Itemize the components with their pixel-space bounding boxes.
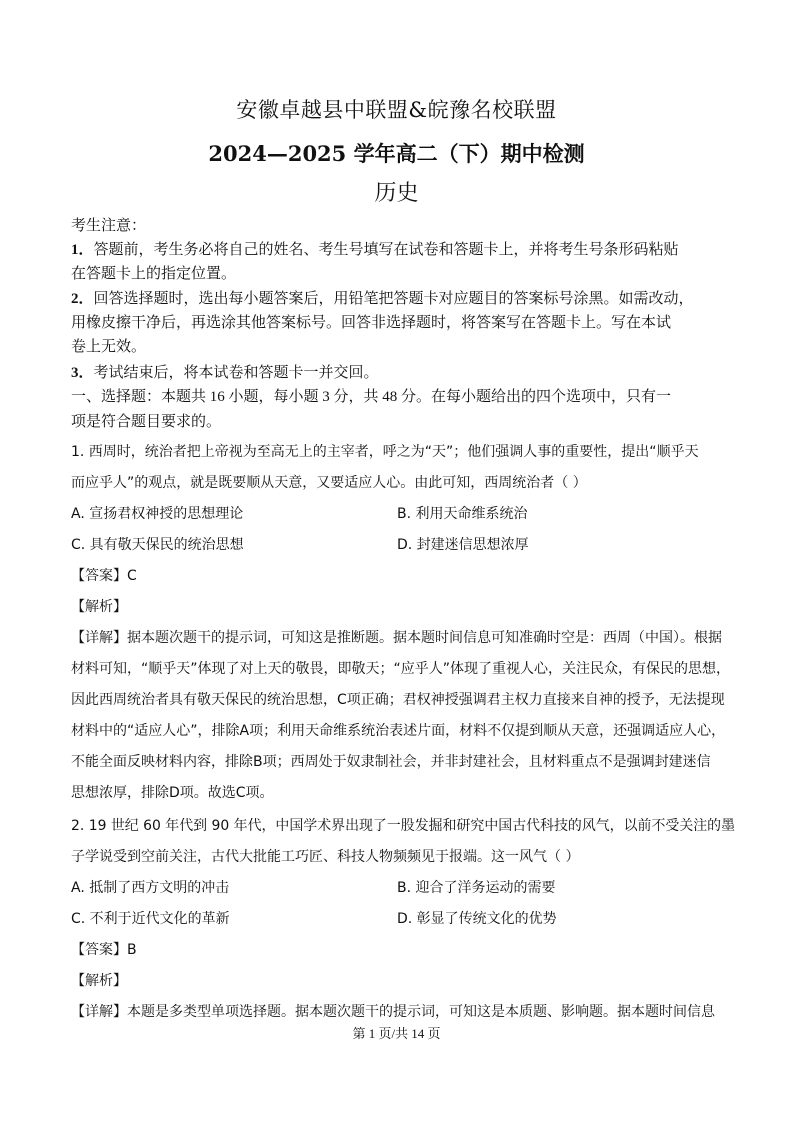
exam-term-title: 2024—2025 学年高二（下）期中检测 (208, 141, 585, 166)
q1-detail-line-2: 材料可知，“顺乎天”体现了对上天的敬畏，即敬天；“应乎人”体现了重视人心，关注民众，有保民的思想， (71, 661, 731, 677)
q1-option-d: D. 封建迷信思想浓厚 (397, 537, 529, 553)
q1-option-a: A. 宣扬君权神授的思想理论 (71, 506, 244, 522)
notice-item-2-cont-2: 卷上无效。 (71, 339, 147, 355)
q2-option-c: C. 不利于近代文化的革新 (71, 911, 230, 927)
notice-item-3-num: 3． (71, 365, 94, 381)
section-instructions: 一、选择题：本题共 16 小题，每小题 3 分，共 48 分。在每小题给出的四个选项中，只有一 (71, 389, 672, 405)
q2-stem-line-1: 2. 19 世纪 60 年代到 90 年代，中国学术界出现了一股发掘和研究中国古代科技的风气，以前不受关注的墨 (71, 818, 736, 834)
q1-analysis-heading: 【解析】 (71, 599, 127, 615)
notice-item-1-text: 答题前，考生务必将自己的姓名、考生号填写在试卷和答题卡上，并将考生号条形码粘贴 (93, 242, 679, 258)
q1-detail-line-4: 材料中的“适应人心”，排除A项；利用天命维系统治表述片面，材料不仅提到顺从天意，还强调适应人心， (71, 723, 726, 739)
notice-item-1-num: 1． (71, 242, 94, 258)
q2-detail-line-1: 【详解】本题是多类型单项选择题。据本题次题干的提示词，可知这是本质题、影响题。据本题时间信息 (71, 1004, 715, 1020)
notice-item-2-text: 回答选择题时，选出每小题答案后，用铅笔把答题卡对应题目的答案标号涂黑。如需改动， (93, 291, 694, 307)
q1-answer: 【答案】C (71, 568, 137, 584)
notice-item-3-text: 考试结束后，将本试卷和答题卡一并交回。 (93, 365, 379, 381)
q2-option-a: A. 抵制了西方文明的冲击 (71, 880, 230, 896)
notice-item-2-cont-1: 用橡皮擦干净后，再选涂其他答案标号。回答非选择题时，将答案写在答题卡上。写在本试 (71, 315, 672, 331)
q2-option-b: B. 迎合了洋务运动的需要 (397, 880, 556, 896)
q2-analysis-heading: 【解析】 (71, 973, 127, 989)
page-number-footer: 第 1 页/共 14 页 (352, 1026, 441, 1041)
q1-stem-line-1: 1. 西周时，统治者把上帝视为至高无上的主宰者，呼之为“天”；他们强调人事的重要性，提出“顺乎天 (71, 444, 699, 460)
q2-stem-line-2: 子学说受到空前关注，古代大批能工巧匠、科技人物频频见于报端。这一风气（ ） (71, 849, 580, 865)
subject-title: 历史 (374, 181, 419, 206)
notice-item-2-num: 2． (71, 291, 94, 307)
notice-item-3 (71, 366, 379, 381)
q1-detail-line-5: 不能全面反映材料内容，排除B项；西周处于奴隶制社会，并非封建社会，且材料重点不是强调封建迷信 (71, 754, 711, 770)
q2-answer: 【答案】B (71, 942, 137, 958)
q1-detail-line-1: 【详解】据本题次题干的提示词，可知这是推断题。据本题时间信息可知准确时空是：西周（中国）。根据 (71, 630, 722, 646)
notice-heading: 考生注意： (71, 218, 147, 234)
section-instructions-cont: 项是符合题目要求的。 (71, 414, 222, 430)
q1-detail-line-6: 思想浓厚，排除D项。故选C项。 (71, 785, 274, 801)
q1-option-b: B. 利用天命维系统治 (397, 506, 528, 522)
exam-alliance-title: 安徽卓越县中联盟&皖豫名校联盟 (236, 98, 557, 122)
notice-item-1-cont: 在答题卡上的指定位置。 (71, 266, 237, 282)
notice-item-2 (71, 292, 694, 307)
q2-option-d: D. 彰显了传统文化的优势 (397, 911, 557, 927)
q1-stem-line-2: 而应乎人”的观点，就是既要顺从天意，又要适应人心。由此可知，西周统治者（ ） (71, 475, 587, 491)
notice-item-1 (71, 243, 679, 258)
q1-option-c: C. 具有敬天保民的统治思想 (71, 537, 244, 553)
q1-detail-line-3: 因此西周统治者具有敬天保民的统治思想，C项正确；君权神授强调君主权力直接来自神的授予，无法提现 (71, 692, 725, 708)
